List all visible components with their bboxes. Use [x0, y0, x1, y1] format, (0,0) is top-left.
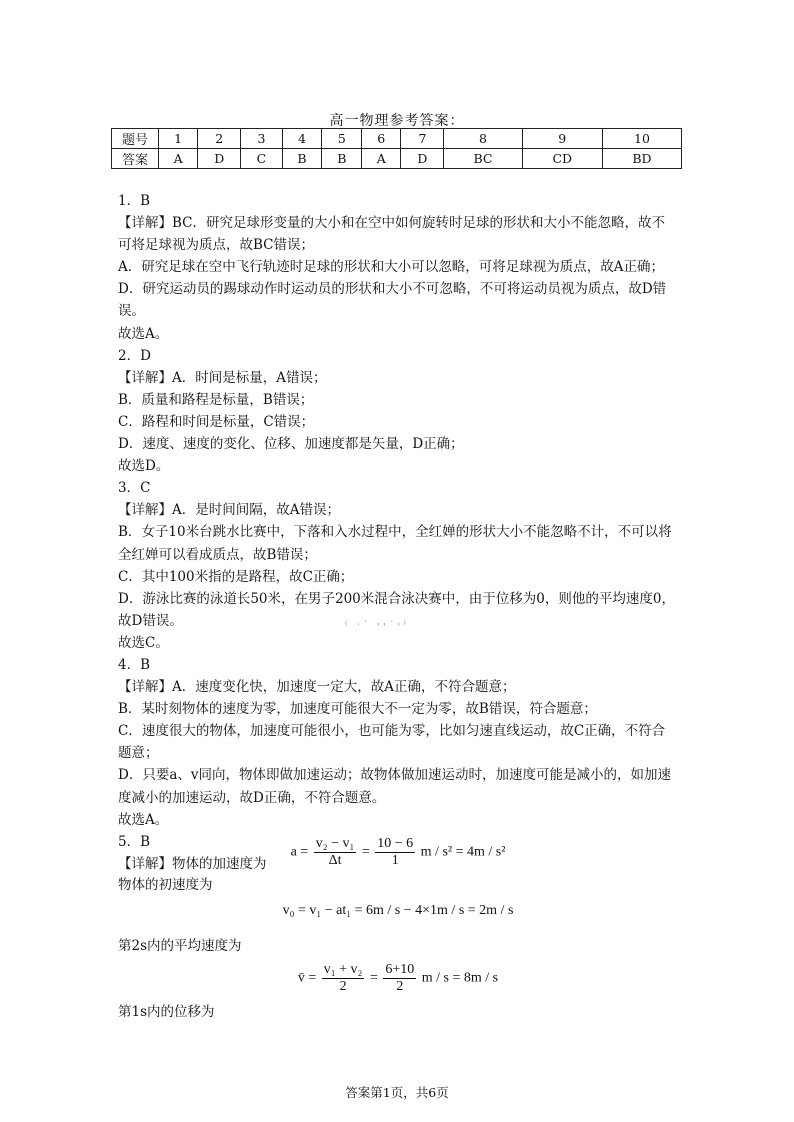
table-cell: D — [198, 149, 241, 169]
table-cell: B — [282, 149, 322, 169]
eq-rhs: m / s = 8m / s — [421, 970, 499, 986]
fraction-denominator: Δt — [328, 853, 342, 868]
text-line: C．其中100米指的是路程，故C正确； — [118, 568, 354, 585]
table-cell: 5 — [322, 129, 362, 149]
eq-lhs: v̄ = — [297, 970, 317, 986]
fraction — [383, 962, 416, 995]
table-cell: 4 — [282, 129, 322, 149]
table-cell: D — [401, 149, 444, 169]
text-line: 故选D。 — [118, 458, 170, 475]
text-line: 【详解】A．是时间间隔，故A错误； — [118, 502, 340, 519]
text-line: D．速度、速度的变化、位移、加速度都是矢量，D正确； — [118, 436, 464, 453]
fraction-numerator: v₂ − v₁ — [315, 836, 355, 851]
text-line: 故选A。 — [118, 325, 169, 342]
fraction-denominator: 2 — [339, 979, 347, 994]
answer-table — [111, 128, 682, 169]
page-title: 高一物理参考答案： — [329, 113, 465, 129]
text-line: B．质量和路程是标量，B错误； — [118, 391, 314, 408]
table-cell: 7 — [401, 129, 444, 149]
table-row-numbers — [112, 129, 682, 149]
fraction — [375, 836, 415, 869]
table-cell: 3 — [241, 129, 282, 149]
table-cell: C — [241, 149, 282, 169]
label-average-velocity: 第2s内的平均速度为 — [118, 938, 242, 954]
table-cell: 1 — [159, 129, 198, 149]
table-cell: CD — [522, 149, 602, 169]
table-row-answers — [112, 149, 682, 169]
equation-average-velocity — [118, 962, 678, 995]
eq-equals: = — [361, 844, 370, 860]
text-line: 故选A。 — [118, 811, 169, 828]
text-line: 【详解】BC．研究足球形变量的大小和在空中如何旋转时足球的形状和大小不能忽略，故不可将足球视为质点，故BC错误； — [118, 215, 665, 254]
text-line: 4．B — [118, 656, 151, 673]
fraction-denominator: 1 — [391, 853, 399, 868]
text-line: 2．D — [118, 347, 151, 364]
text-line: B．女子10米台跳水比赛中，下落和入水过程中，全红婵的形状大小不能忽略不计，不可以将全红婵可以看成质点，故B错误； — [118, 524, 672, 563]
label-initial-velocity: 物体的初速度为 — [118, 877, 213, 893]
text-line: 5．B — [118, 833, 151, 850]
eq-lhs: a = — [290, 844, 309, 860]
table-cell: A — [362, 149, 401, 169]
label-displacement: 第1s内的位移为 — [118, 1004, 215, 1020]
text-line: 【详解】A．时间是标量，A错误； — [118, 369, 327, 386]
text-line: B．某时刻物体的速度为零，加速度可能很大不一定为零，故B错误，符合题意； — [118, 701, 597, 718]
scan-speck: ⁽ ˑ˙ ˒˒˙˒⁾ — [345, 620, 409, 631]
text-line: D．研究运动员的踢球动作时运动员的形状和大小不可忽略，不可将运动员视为质点，故D错误。 — [118, 281, 667, 320]
table-cell: BD — [602, 149, 681, 169]
equation-initial-velocity: v₀ = v₁ − at₁ = 6m / s − 4×1m / s = 2m / s — [282, 903, 514, 918]
table-cell: B — [322, 149, 362, 169]
text-line: 3．C — [118, 480, 151, 497]
text-line: D．只要a、v同向，物体即做加速运动；故物体做加速运动时，加速度可能是减小的，如加速度减小的加速运动，故D正确，不符合题意。 — [118, 767, 671, 806]
text-line: 故选C。 — [118, 634, 169, 651]
fraction-denominator: 2 — [396, 979, 404, 994]
fraction-numerator: 6+10 — [385, 962, 415, 977]
table-cell: A — [159, 149, 198, 169]
fraction — [314, 836, 357, 869]
eq-rhs: m / s² = 4m / s² — [420, 844, 506, 860]
table-cell: 9 — [522, 129, 602, 149]
table-cell: 2 — [198, 129, 241, 149]
table-answer-label: 答案 — [112, 149, 159, 169]
table-cell: 8 — [444, 129, 522, 149]
table-cell: 10 — [602, 129, 681, 149]
table-cell: 6 — [362, 129, 401, 149]
table-header-label: 题号 — [112, 129, 159, 149]
text-line: C．速度很大的物体，加速度可能很小，也可能为零，比如匀速直线运动，故C正确，不符合题意； — [118, 723, 666, 762]
fraction — [322, 962, 365, 995]
eq-equals: = — [369, 970, 378, 986]
text-line: C．路程和时间是标量，C错误； — [118, 413, 315, 430]
text-line: 【详解】物体的加速度为 — [118, 855, 267, 872]
fraction-numerator: 10 − 6 — [377, 836, 414, 851]
answer-body — [118, 190, 678, 875]
text-line: 1．B — [118, 193, 151, 209]
table-cell: BC — [444, 149, 522, 169]
equation-acceleration — [118, 836, 678, 869]
fraction-numerator: v₁ + v₂ — [323, 962, 363, 977]
text-line: D．游泳比赛的泳道长50米，在男子200米混合泳决赛中，由于位移为0，则他的平均速度0，故D错误。 — [118, 590, 675, 629]
text-line: A．研究足球在空中飞行轨迹时足球的形状和大小可以忽略，可将足球视为质点，故A正确； — [118, 259, 664, 276]
text-line: 【详解】A．速度变化快，加速度一定大，故A正确，不符合题意； — [118, 679, 516, 696]
page-footer: 答案第1页，共6页 — [345, 1085, 449, 1100]
